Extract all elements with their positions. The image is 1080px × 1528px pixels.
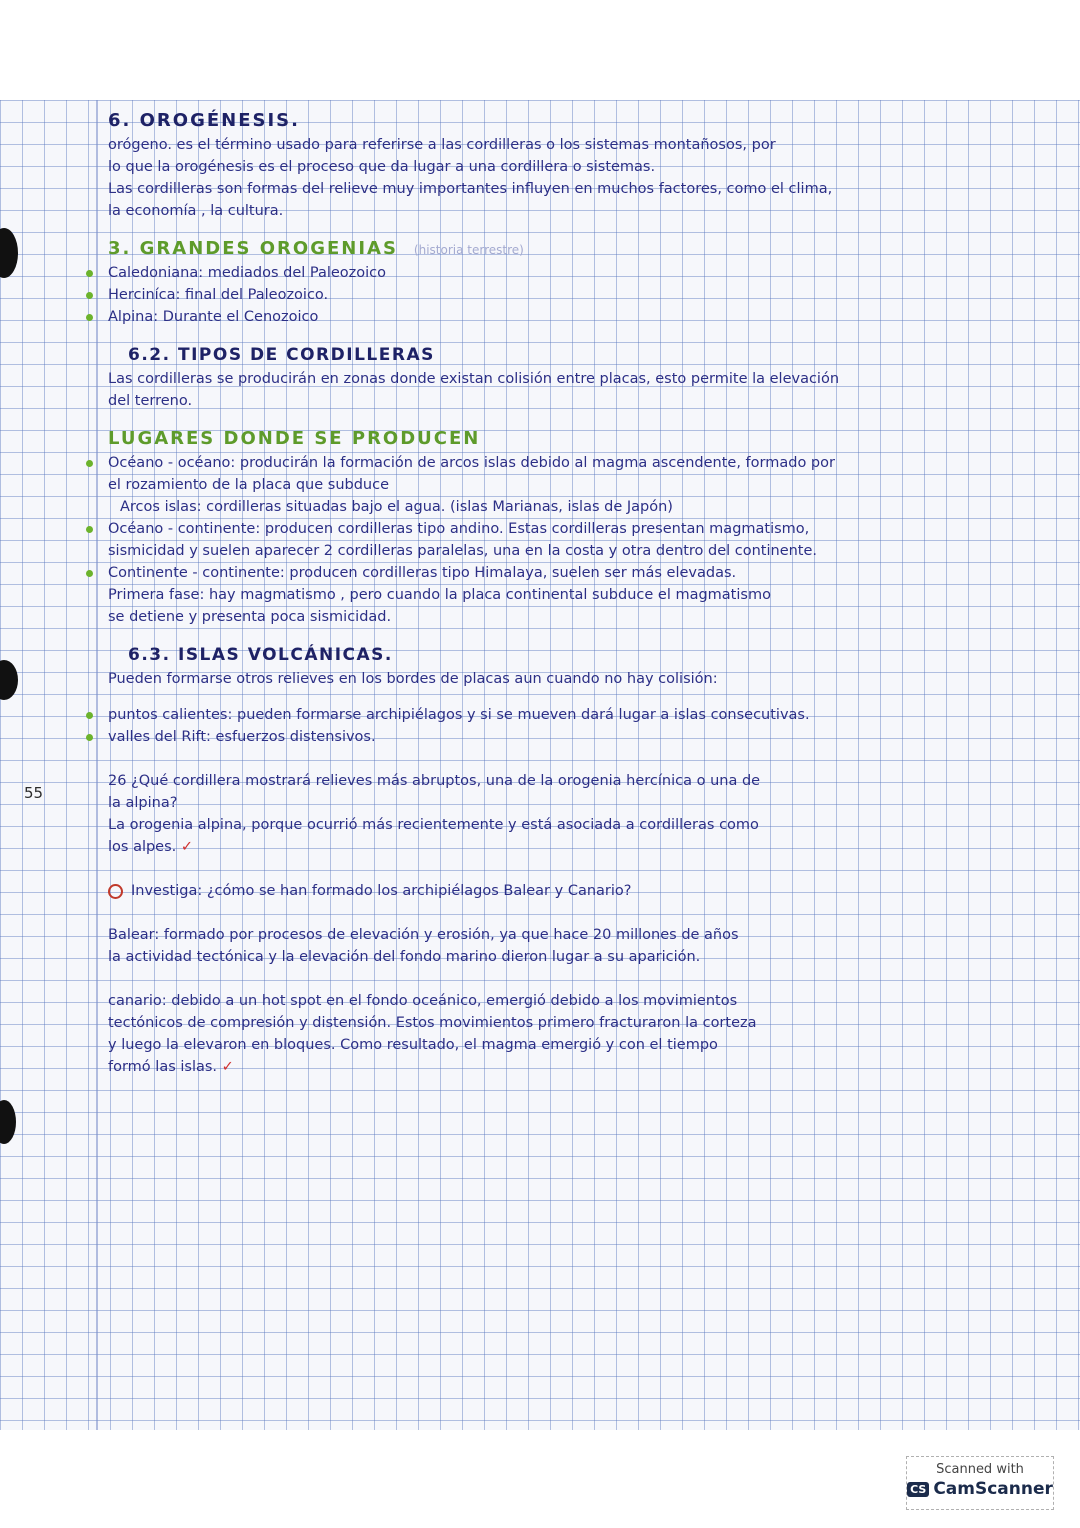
lugar-item: Continente - continente: producen cordilleras tipo Himalaya, suelen ser más elevadas. (108, 562, 1058, 584)
canario-line: y luego la elevaron en bloques. Como resultado, el magma emergió y con el tiempo (108, 1037, 718, 1053)
bullet-icon (86, 734, 93, 741)
section-6-line: Las cordilleras son formas del relieve muy importantes influyen en muchos factores, como el clima, (108, 181, 833, 197)
lugares-heading (108, 426, 1058, 452)
lugar-item: Océano - continente: producen cordilleras tipo andino. Estas cordilleras presentan magmatismo, (108, 518, 1058, 540)
lugar-line: Primera fase: hay magmatismo , pero cuando la placa continental subduce el magmatismo (108, 587, 771, 603)
orogenia-item: Alpina: Durante el Cenozoico (108, 306, 1058, 328)
lugar-line: el rozamiento de la placa que subduce (108, 477, 390, 493)
margin-line (96, 100, 98, 1430)
section-6-line: lo que la orogénesis es el proceso que da lugar a una cordillera o sistemas. (108, 159, 656, 175)
lugar-line: Arcos islas: cordilleras situadas bajo el agua. (islas Marianas, islas de Japón) (120, 499, 673, 515)
camscanner-logo-icon: CS (907, 1482, 929, 1497)
notes-content (108, 108, 1058, 1078)
orogenias-heading (108, 236, 1058, 262)
lugares-title: LUGARES DONDE SE PRODUCEN (108, 428, 481, 449)
page-number: 55 (24, 784, 44, 802)
islas-item: puntos calientes: pueden formarse archipiélagos y si se mueven dará lugar a islas consecutivas. (108, 704, 1058, 726)
lugar-item: Océano - océano: producirán la formación de arcos islas debido al magma ascendente, formado por (108, 452, 1058, 474)
camscanner-watermark (906, 1456, 1054, 1510)
bullet-icon (86, 526, 93, 533)
bullet-icon (86, 292, 93, 299)
exercise-26-line: 26 ¿Qué cordillera mostrará relieves más abruptos, una de la orogenia hercínica o una de (108, 773, 761, 789)
balear-line: Balear: formado por procesos de elevación y erosión, ya que hace 20 millones de años (108, 927, 739, 943)
orogenias-note: (historia terrestre) (413, 243, 524, 257)
exercise-26-line: La orogenia alpina, porque ocurrió más recientemente y está asociada a cordilleras como (108, 817, 759, 833)
section-6-3-intro: Pueden formarse otros relieves en los bordes de placas aun cuando no hay colisión: (108, 671, 718, 687)
orogenias-title: 3. GRANDES OROGENIAS (108, 238, 398, 259)
target-circle-icon (108, 884, 123, 899)
exercise-26-answer: los alpes. ✓ (108, 839, 194, 855)
canario-line: tectónicos de compresión y distensión. Estos movimientos primero fracturaron la corteza (108, 1015, 757, 1031)
investiga-question: Investiga: ¿cómo se han formado los archipiélagos Balear y Canario? (108, 880, 1058, 902)
orogenia-item: Herciníca: final del Paleozoico. (108, 284, 1058, 306)
islas-item: valles del Rift: esfuerzos distensivos. (108, 726, 1058, 748)
bullet-icon (86, 270, 93, 277)
bullet-icon (86, 712, 93, 719)
bullet-icon (86, 570, 93, 577)
bullet-icon (86, 460, 93, 467)
section-6-3-title: 6.3. ISLAS VOLCÁNICAS. (128, 645, 393, 665)
lugar-line: se detiene y presenta poca sismicidad. (108, 609, 392, 625)
section-6-2-line: Las cordilleras se producirán en zonas donde existan colisión entre placas, esto permite la elevación (108, 371, 840, 387)
check-mark-icon: ✓ (221, 1059, 234, 1075)
section-6-line: orógeno. es el término usado para referirse a las cordilleras o los sistemas montañosos, por (108, 137, 776, 153)
section-6-2-line: del terreno. (108, 393, 193, 409)
section-6-title: 6. OROGÉNESIS. (108, 110, 300, 131)
watermark-brand: CS CamScanner (907, 1479, 1053, 1499)
section-6-2-title: 6.2. TIPOS DE CORDILLERAS (128, 345, 435, 365)
section-6-line: la economía , la cultura. (108, 203, 284, 219)
watermark-caption: Scanned with (936, 1462, 1024, 1477)
check-mark-icon: ✓ (180, 839, 194, 855)
balear-line: la actividad tectónica y la elevación del fondo marino dieron lugar a su aparición. (108, 949, 701, 965)
orogenia-item: Caledoniana: mediados del Paleozoico (108, 262, 1058, 284)
canario-line: canario: debido a un hot spot en el fondo oceánico, emergió debido a los movimientos (108, 993, 738, 1009)
canario-line: formó las islas. ✓ (108, 1059, 234, 1075)
lugar-line: sismicidad y suelen aparecer 2 cordilleras paralelas, una en la costa y otra dentro del continente. (108, 543, 818, 559)
exercise-26-line: la alpina? (108, 795, 178, 811)
bullet-icon (86, 314, 93, 321)
